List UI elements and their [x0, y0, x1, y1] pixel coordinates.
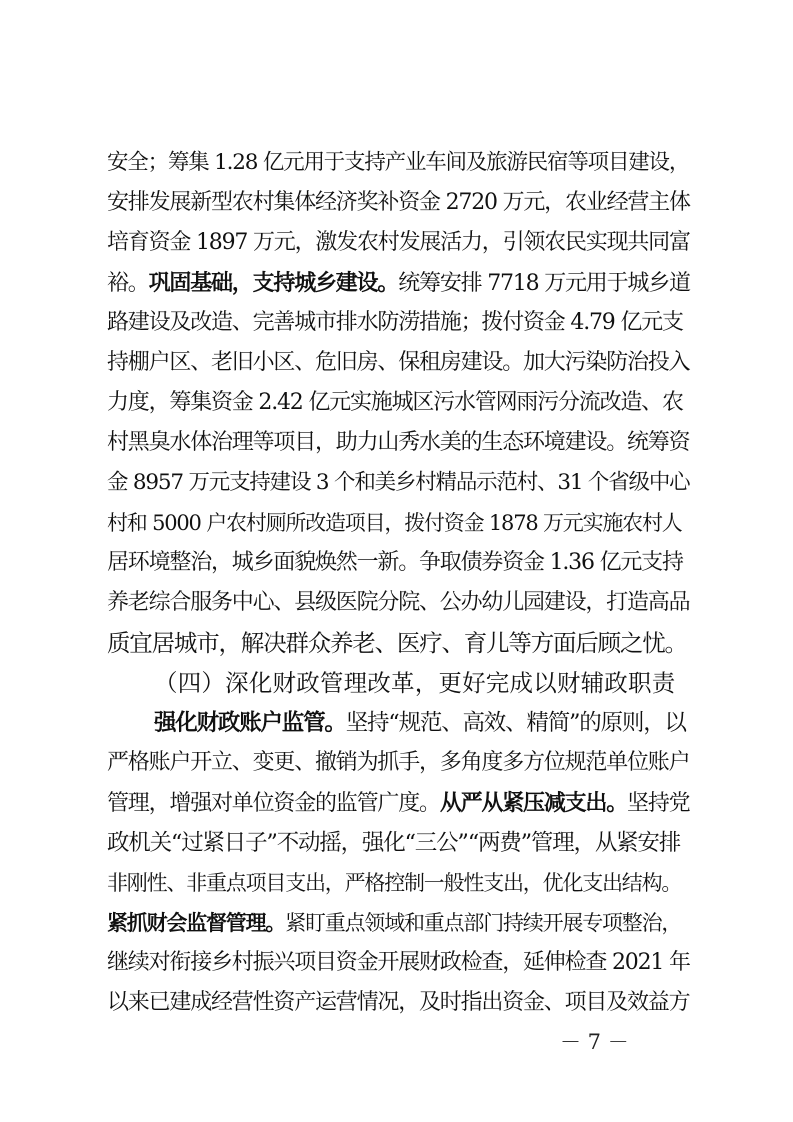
document-body — [107, 143, 692, 1023]
bold-heading: 从严从紧压减支出。 — [439, 790, 628, 816]
text-line: 培育资金 1897 万元，激发农村发展活力，引领农民实现共同富 — [107, 230, 690, 255]
text-line: 继续对衔接乡村振兴项目资金开展财政检查，延伸检查 2021 年 — [107, 950, 690, 975]
text-line: 非刚性、非重点项目支出，严格控制一般性支出，优化支出结构。 — [107, 871, 682, 895]
text-line: 居环境整治，城乡面貌焕然一新。争取债券资金 1.36 亿元支持 — [107, 550, 683, 575]
text-line: 路建设及改造、完善城市排水防涝措施；拨付资金 4.79 亿元支 — [107, 310, 683, 335]
text-line: 紧抓财会监督管理。紧盯重点领域和重点部门持续开展专项整治， — [107, 910, 682, 935]
bold-heading: 巩固基础，支持城乡建设。 — [148, 270, 399, 296]
text-line: 养老综合服务中心、县级医院分院、公办幼儿园建设，打造高品 — [107, 590, 690, 615]
section-heading: （四）深化财政管理改革，更好完成以财辅政职责 — [154, 669, 676, 697]
text-line: 安排发展新型农村集体经济奖补资金 2720 万元，农业经营主体 — [107, 190, 690, 215]
text-line: 以来已建成经营性资产运营情况，及时指出资金、项目及效益方 — [107, 990, 690, 1015]
page-number: － 7 － — [560, 1030, 629, 1054]
bold-heading: 紧抓财会监督管理。 — [107, 910, 286, 935]
text-line: 安全；筹集 1.28 亿元用于支持产业车间及旅游民宿等项目建设， — [107, 150, 690, 175]
text-line: 裕。巩固基础，支持城乡建设。统筹安排 7718 万元用于城乡道 — [107, 270, 690, 296]
text-line: 政机关“过紧日子”不动摇，强化“三公”“两费”管理，从紧安排 — [107, 830, 681, 856]
text-line: 金 8957 万元支持建设 3 个和美乡村精品示范村、31 个省级中心 — [107, 470, 690, 495]
text-line: 村黑臭水体治理等项目，助力山秀水美的生态环境建设。统筹资 — [107, 430, 690, 455]
text-line: 力度，筹集资金 2.42 亿元实施城区污水管网雨污分流改造、农 — [107, 390, 683, 415]
text-line: 强化财政账户监管。坚持“规范、高效、精简”的原则，以 — [154, 710, 686, 736]
text-line: 管理，增强对单位资金的监管广度。从严从紧压减支出。坚持党 — [107, 790, 690, 816]
text-line: 持棚户区、老旧小区、危旧房、保租房建设。加大污染防治投入 — [107, 350, 690, 375]
text-line: 严格账户开立、变更、撤销为抓手，多角度多方位规范单位账户 — [107, 750, 690, 775]
bold-heading: 强化财政账户监管。 — [154, 710, 346, 736]
text-line: 村和 5000 户农村厕所改造项目，拨付资金 1878 万元实施农村人 — [107, 511, 682, 535]
text-line: 质宜居城市，解决群众养老、医疗、育儿等方面后顾之忧。 — [107, 629, 687, 657]
